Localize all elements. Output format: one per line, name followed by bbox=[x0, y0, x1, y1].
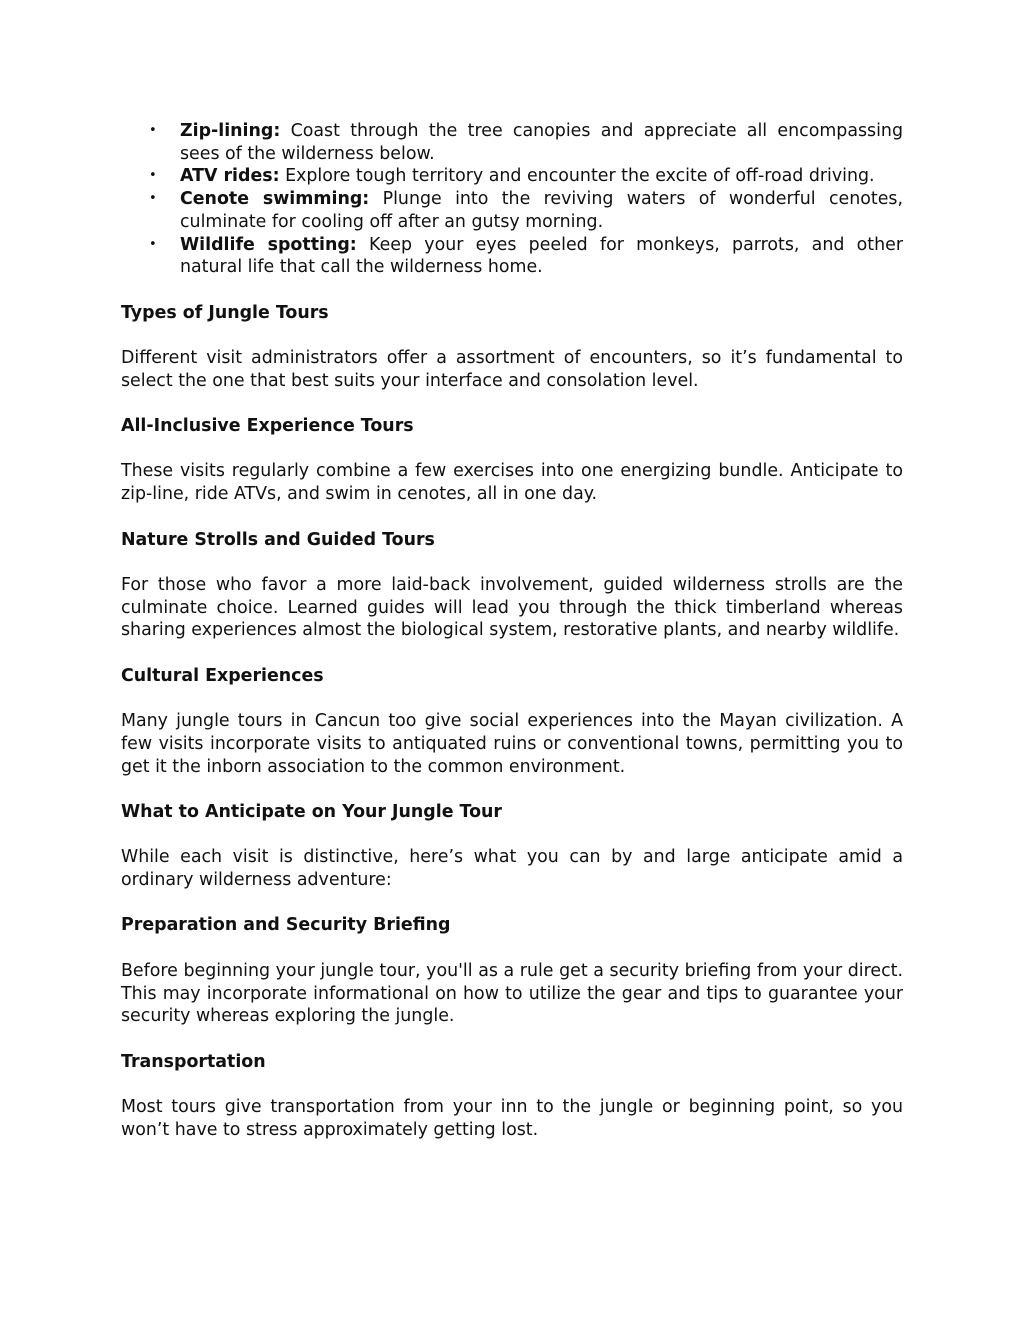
section-heading: Cultural Experiences bbox=[121, 665, 324, 686]
section-heading: All-Inclusive Experience Tours bbox=[121, 416, 414, 437]
section-heading: Types of Jungle Tours bbox=[121, 302, 329, 323]
activities-list bbox=[121, 120, 903, 279]
list-item bbox=[121, 120, 903, 165]
bullet-icon: • bbox=[149, 191, 157, 207]
list-item bbox=[121, 188, 903, 233]
list-item bbox=[121, 234, 903, 279]
document-page bbox=[121, 120, 903, 1164]
section-paragraph: Before beginning your jungle tour, you'll as a rule get a security briefing from your direct. This may incorporate informational on how to utilize the gear and tips to guarantee your security whereas exploring the jungle. bbox=[121, 960, 903, 1027]
list-item-term: Cenote swimming: bbox=[180, 189, 370, 210]
bullet-icon: • bbox=[149, 168, 157, 184]
list-item-term: Wildlife spotting: bbox=[180, 234, 357, 255]
list-item-text: Coast through the tree canopies and appreciate all encompassing sees of the wilderness below. bbox=[180, 121, 903, 164]
section-paragraph: Different visit administrators offer a assortment of encounters, so it’s fundamental to select the one that best suits your interface and consolation level. bbox=[121, 348, 903, 391]
section-heading: Preparation and Security Briefing bbox=[121, 915, 451, 936]
list-item bbox=[121, 165, 903, 188]
section-paragraph: While each visit is distinctive, here’s what you can by and large anticipate amid a ordinary wilderness adventure: bbox=[121, 847, 903, 891]
list-item-term: ATV rides: bbox=[180, 166, 280, 187]
list-item-term: Zip-lining: bbox=[180, 121, 281, 141]
section-paragraph: Many jungle tours in Cancun too give social experiences into the Mayan civilization. A few visits incorporate visits to antiquated ruins or conventional towns, permitting you to get it the inborn association to the common environment. bbox=[121, 711, 903, 777]
list-item-text: Plunge into the reviving waters of wonderful cenotes, culminate for cooling off after an gutsy morning. bbox=[180, 189, 903, 232]
section-heading: What to Anticipate on Your Jungle Tour bbox=[121, 801, 502, 822]
section-heading: Nature Strolls and Guided Tours bbox=[121, 529, 435, 550]
section-paragraph: For those who favor a more laid-back involvement, guided wilderness strolls are the culminate choice. Learned guides will lead you through the thick timberland whereas sharing experiences almost the biological system, restorative plants, and nearby wildlife. bbox=[121, 574, 903, 641]
list-item-text: Keep your eyes peeled for monkeys, parrots, and other natural life that call the wilderness home. bbox=[180, 234, 903, 278]
section-heading: Transportation bbox=[121, 1051, 266, 1072]
section-paragraph: These visits regularly combine a few exercises into one energizing bundle. Anticipate to zip-line, ride ATVs, and swim in cenotes, all in one day. bbox=[121, 461, 903, 505]
list-item-text: Explore tough territory and encounter the excite of off-road driving. bbox=[279, 166, 875, 187]
section-paragraph: Most tours give transportation from your inn to the jungle or beginning point, so you won’t have to stress approximately getting lost. bbox=[121, 1097, 903, 1140]
bullet-icon: • bbox=[149, 123, 157, 138]
bullet-icon: • bbox=[149, 236, 157, 252]
